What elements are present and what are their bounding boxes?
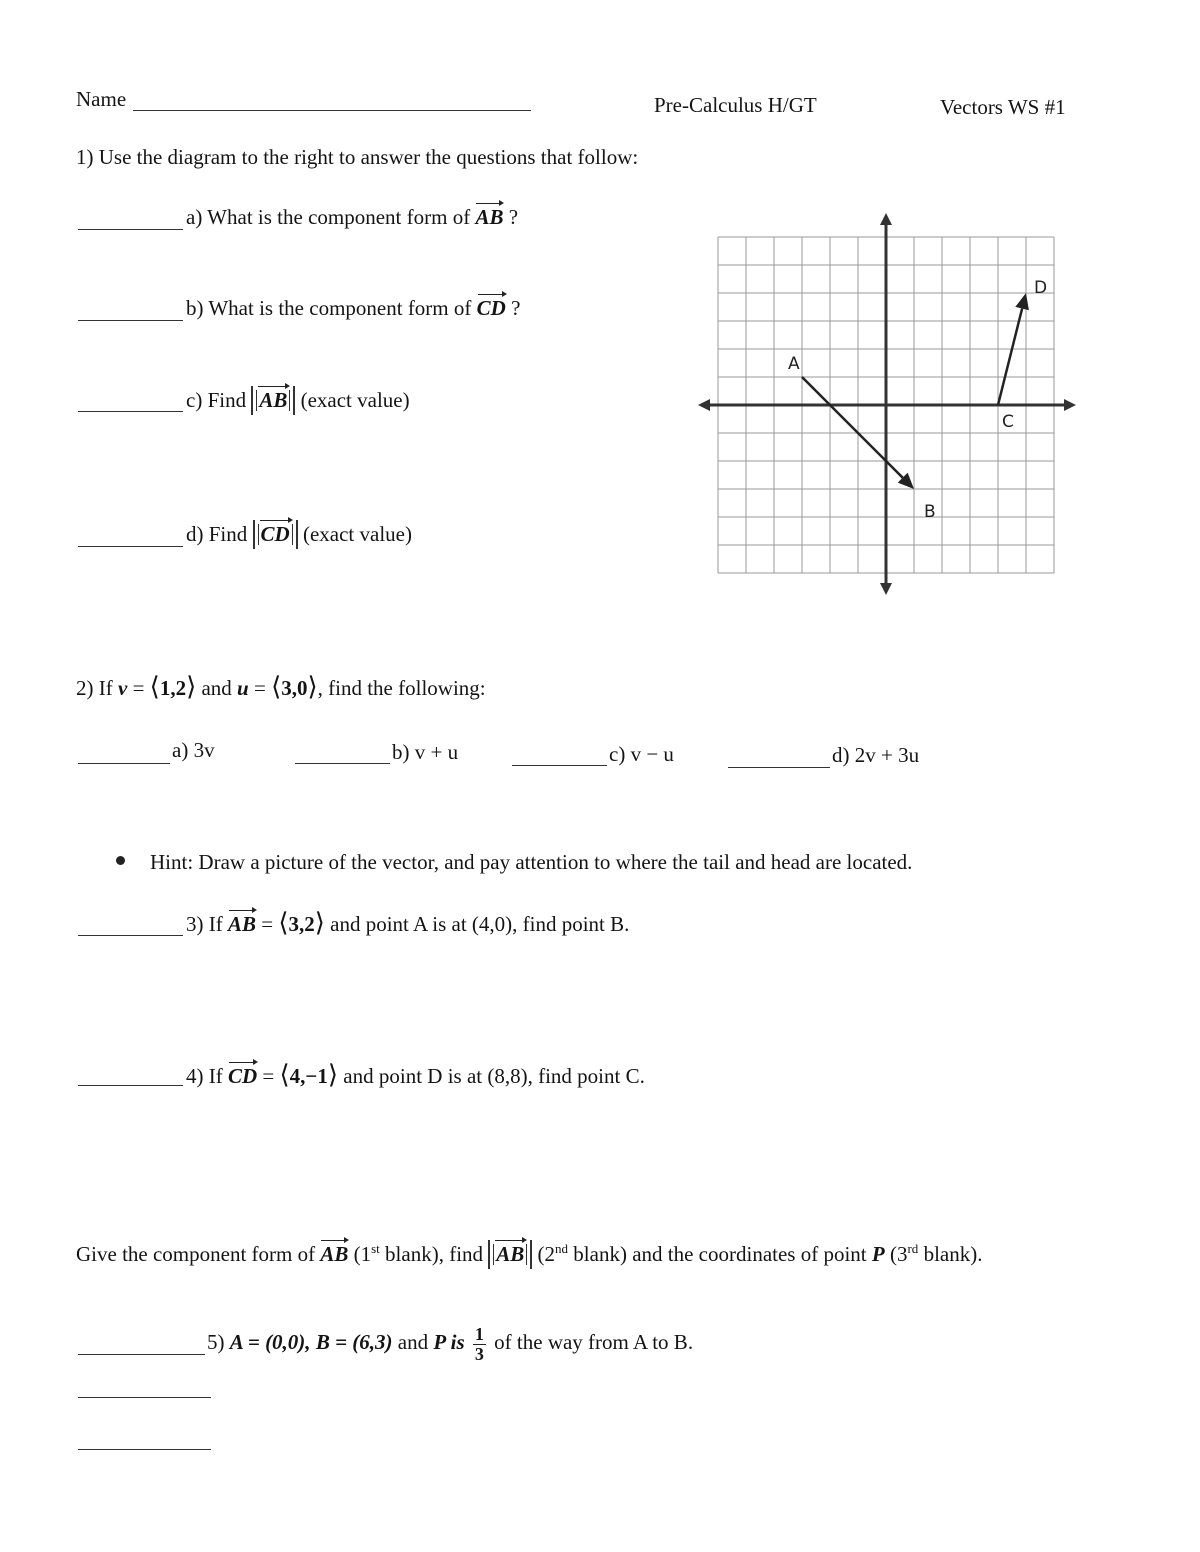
q5-frac-num: 1	[474, 1324, 484, 1344]
q1b-prefix: b) What is the component form of	[186, 296, 472, 320]
q1d-magnitude	[253, 520, 298, 549]
q1c-vector: AB	[256, 390, 290, 411]
q5-a-def: A = (0,0),	[229, 1330, 311, 1355]
q5-fraction	[473, 1325, 486, 1364]
q5-answer-blank-3[interactable]	[78, 1449, 211, 1450]
q5-text	[207, 1325, 693, 1364]
instructions-mid5: (3	[889, 1242, 908, 1266]
y-axis-arrow-up	[880, 213, 892, 225]
q1c-text	[186, 386, 410, 415]
q1b-vector: CD	[476, 296, 506, 320]
q3-vector: AB	[227, 912, 256, 936]
q2-and: and	[201, 676, 232, 700]
q1a-answer-blank[interactable]	[78, 229, 183, 230]
q5-post: of the way from A to B.	[494, 1330, 694, 1355]
q5-p-is: P is	[433, 1330, 465, 1355]
q1a-text	[186, 207, 518, 228]
instructions-vector-1: AB	[320, 1242, 349, 1266]
q1c-suffix: (exact value)	[300, 388, 410, 412]
q1b-answer-blank[interactable]	[78, 320, 183, 321]
point-label-d: D	[1034, 278, 1048, 298]
q2-v-value: 1,2	[159, 676, 187, 700]
q5-and: and	[397, 1330, 429, 1355]
q2-v-symbol: v	[117, 676, 128, 700]
name-label: Name	[76, 87, 127, 111]
q1a-prefix: a) What is the component form of	[186, 205, 471, 229]
q2c-answer-blank[interactable]	[512, 765, 607, 766]
instructions-point-p: P	[871, 1242, 885, 1266]
q5-answer-blank-2[interactable]	[78, 1397, 211, 1398]
q1a-vector: AB	[475, 205, 504, 229]
instructions-mid3: (2	[537, 1242, 556, 1266]
vector-ab-shaft	[802, 377, 903, 478]
q1c-prefix: c) Find	[186, 388, 247, 412]
q2-u-symbol: u	[237, 676, 249, 700]
vectors	[802, 293, 1029, 489]
q1d-text	[186, 520, 412, 549]
q4-value: 4,−1	[289, 1064, 328, 1088]
instructions-vector-2: AB	[493, 1244, 527, 1265]
q2d-answer-blank[interactable]	[728, 767, 830, 768]
q1d-answer-blank[interactable]	[78, 546, 183, 547]
q1b-text	[186, 298, 520, 319]
point-label-a: A	[788, 354, 800, 374]
coordinate-grid-diagram	[690, 205, 1090, 605]
q2b-answer-blank[interactable]	[295, 763, 390, 764]
point-labels	[788, 278, 1047, 522]
q2-prompt-pre: 2) If	[76, 676, 113, 700]
instructions-mid6: blank).	[923, 1242, 983, 1266]
q1c-magnitude	[251, 386, 295, 415]
q3-pre: 3) If	[186, 912, 223, 936]
q4-vector: CD	[227, 1064, 258, 1088]
q4-text: 4) If CD = ⟨4,−1⟩ and point D is at (8,8), find point C.	[186, 1060, 645, 1089]
q4-post: and point D is at (8,8), find point C.	[343, 1064, 645, 1088]
point-label-c: C	[1002, 412, 1014, 432]
point-label-b: B	[924, 502, 936, 522]
q1a-suffix: ?	[508, 205, 519, 229]
q3-value: 3,2	[288, 912, 315, 936]
x-axis-arrow-left	[698, 399, 710, 411]
q5-b-def: B = (6,3)	[315, 1330, 393, 1355]
q2-prompt-post: , find the following:	[317, 676, 486, 700]
q2a-answer-blank[interactable]	[78, 763, 170, 764]
instructions-mid2: blank), find	[385, 1242, 484, 1266]
hint-text: Hint: Draw a picture of the vector, and pay attention to where the tail and head are located.	[150, 850, 913, 874]
q3-post: and point A is at (4,0), find point B.	[330, 912, 630, 936]
y-axis-arrow-down	[880, 583, 892, 595]
worksheet-title: Vectors WS #1	[940, 95, 1066, 119]
instructions-text	[76, 1240, 982, 1269]
x-axis-arrow-right	[1064, 399, 1076, 411]
instructions-pre: Give the component form of	[76, 1242, 316, 1266]
axes	[698, 213, 1076, 595]
instructions-sup1: st	[371, 1241, 380, 1256]
hint-bullet	[116, 856, 125, 865]
q5-answer-blank-1[interactable]	[78, 1354, 205, 1355]
q2-prompt: 2) If v = ⟨1,2⟩ and u = ⟨3,0⟩, find the following:	[76, 672, 486, 701]
q1d-prefix: d) Find	[186, 522, 248, 546]
q4-answer-blank[interactable]	[78, 1085, 183, 1086]
q5-frac-den: 3	[474, 1343, 484, 1364]
vector-cd-shaft	[998, 309, 1022, 405]
q2d-label: d) 2v + 3u	[832, 743, 920, 767]
instructions-sup3: rd	[907, 1241, 919, 1256]
q3-answer-blank[interactable]	[78, 935, 183, 936]
q5-pre: 5)	[207, 1330, 225, 1355]
q4-pre: 4) If	[186, 1064, 223, 1088]
q1b-suffix: ?	[511, 296, 521, 320]
instructions-mid1: (1	[353, 1242, 372, 1266]
q2-u-value: 3,0	[281, 676, 308, 700]
instructions-sup2: nd	[555, 1241, 569, 1256]
instructions-mid4: blank) and the coordinates of point	[573, 1242, 867, 1266]
q3-text: 3) If AB = ⟨3,2⟩ and point A is at (4,0), find point B.	[186, 908, 630, 937]
q2b-label: b) v + u	[392, 740, 459, 764]
q2c-label: c) v − u	[609, 742, 674, 766]
q1c-answer-blank[interactable]	[78, 411, 183, 412]
vector-cd-head	[1015, 293, 1029, 310]
q2a-label: a) 3v	[172, 738, 215, 762]
course-title: Pre-Calculus H/GT	[654, 93, 817, 117]
q1d-suffix: (exact value)	[302, 522, 412, 546]
name-field[interactable]	[133, 110, 531, 111]
instructions-magnitude	[488, 1240, 532, 1269]
q1-prompt: 1) Use the diagram to the right to answer the questions that follow:	[76, 145, 639, 169]
q1d-vector: CD	[258, 524, 293, 545]
